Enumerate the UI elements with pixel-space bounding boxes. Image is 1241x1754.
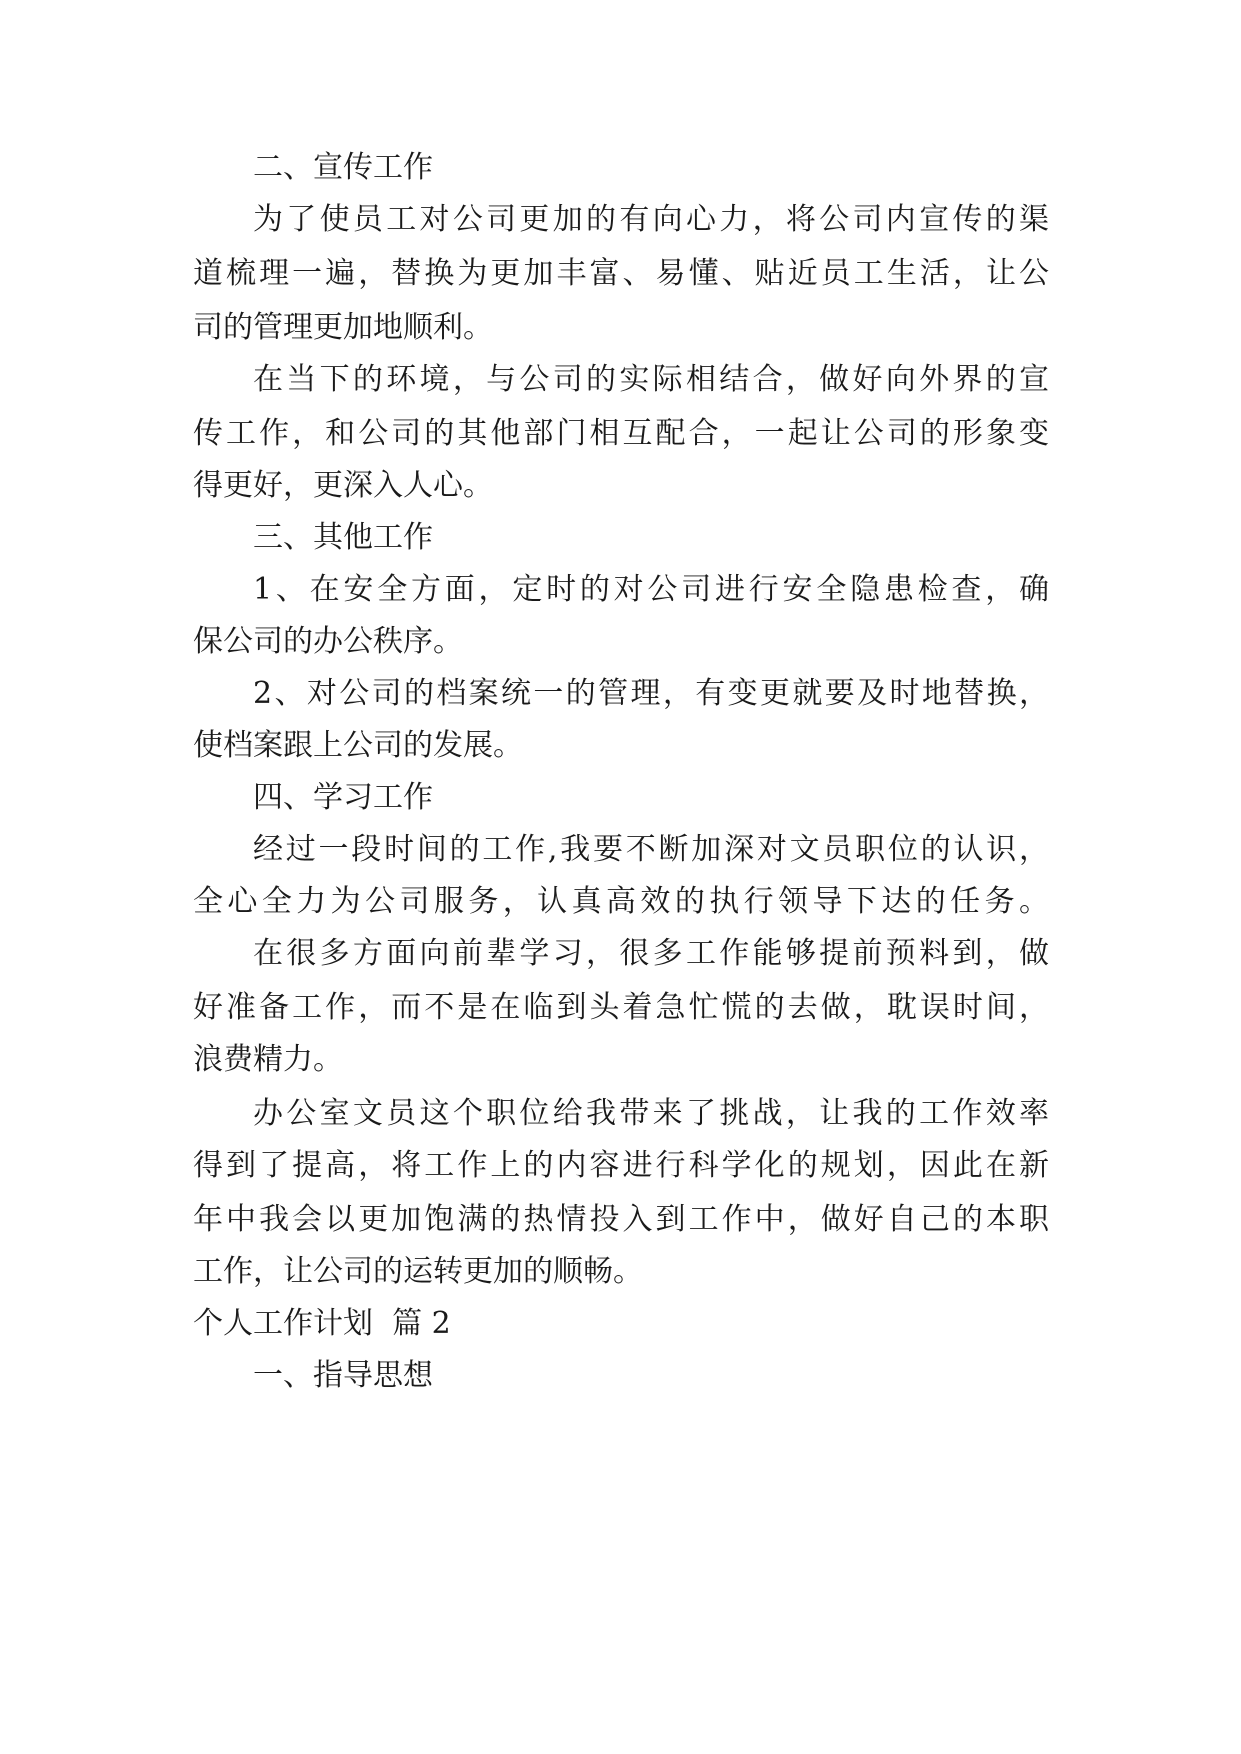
paragraph-line: 得到了提高，将工作上的内容进行科学化的规划，因此在新 (193, 1148, 1049, 1183)
paragraph-line: 保公司的办公秩序。 (193, 624, 463, 659)
paragraph-line: 2、对公司的档案统一的管理，有变更就要及时地替换， (253, 676, 1049, 711)
paragraph-line: 为了使员工对公司更加的有向心力，将公司内宣传的渠 (253, 202, 1049, 237)
section-heading-guiding-thought: 一、指导思想 (253, 1358, 433, 1393)
paragraph-line: 道梳理一遍，替换为更加丰富、易懂、贴近员工生活，让公 (193, 256, 1049, 291)
paragraph-line: 经过一段时间的工作,我要不断加深对文员职位的认识， (253, 832, 1049, 867)
paragraph-line: 好准备工作，而不是在临到头着急忙慌的去做，耽误时间， (193, 990, 1049, 1025)
paragraph-line: 在很多方面向前辈学习，很多工作能够提前预料到，做 (253, 936, 1049, 971)
paragraph-line: 年中我会以更加饱满的热情投入到工作中，做好自己的本职 (193, 1202, 1049, 1237)
paragraph-line: 浪费精力。 (193, 1042, 343, 1077)
section-heading-publicity: 二、宣传工作 (253, 150, 433, 185)
paragraph-line: 司的管理更加地顺利。 (193, 310, 493, 345)
section-heading-other-work: 三、其他工作 (253, 520, 433, 555)
paragraph-line: 在当下的环境，与公司的实际相结合，做好向外界的宣 (253, 362, 1049, 397)
paragraph-line: 1、在安全方面，定时的对公司进行安全隐患检查，确 (253, 572, 1049, 607)
paragraph-line: 使档案跟上公司的发展。 (193, 728, 523, 763)
section-heading-learning: 四、学习工作 (253, 780, 433, 815)
paragraph-line: 传工作，和公司的其他部门相互配合，一起让公司的形象变 (193, 416, 1049, 451)
paragraph-line: 得更好，更深入人心。 (193, 468, 493, 503)
paragraph-line: 工作，让公司的运转更加的顺畅。 (193, 1254, 643, 1289)
part-title: 个人工作计划 篇 2 (193, 1306, 451, 1341)
paragraph-line: 全心全力为公司服务，认真高效的执行领导下达的任务。 (193, 884, 1049, 919)
paragraph-line: 办公室文员这个职位给我带来了挑战，让我的工作效率 (253, 1096, 1049, 1131)
